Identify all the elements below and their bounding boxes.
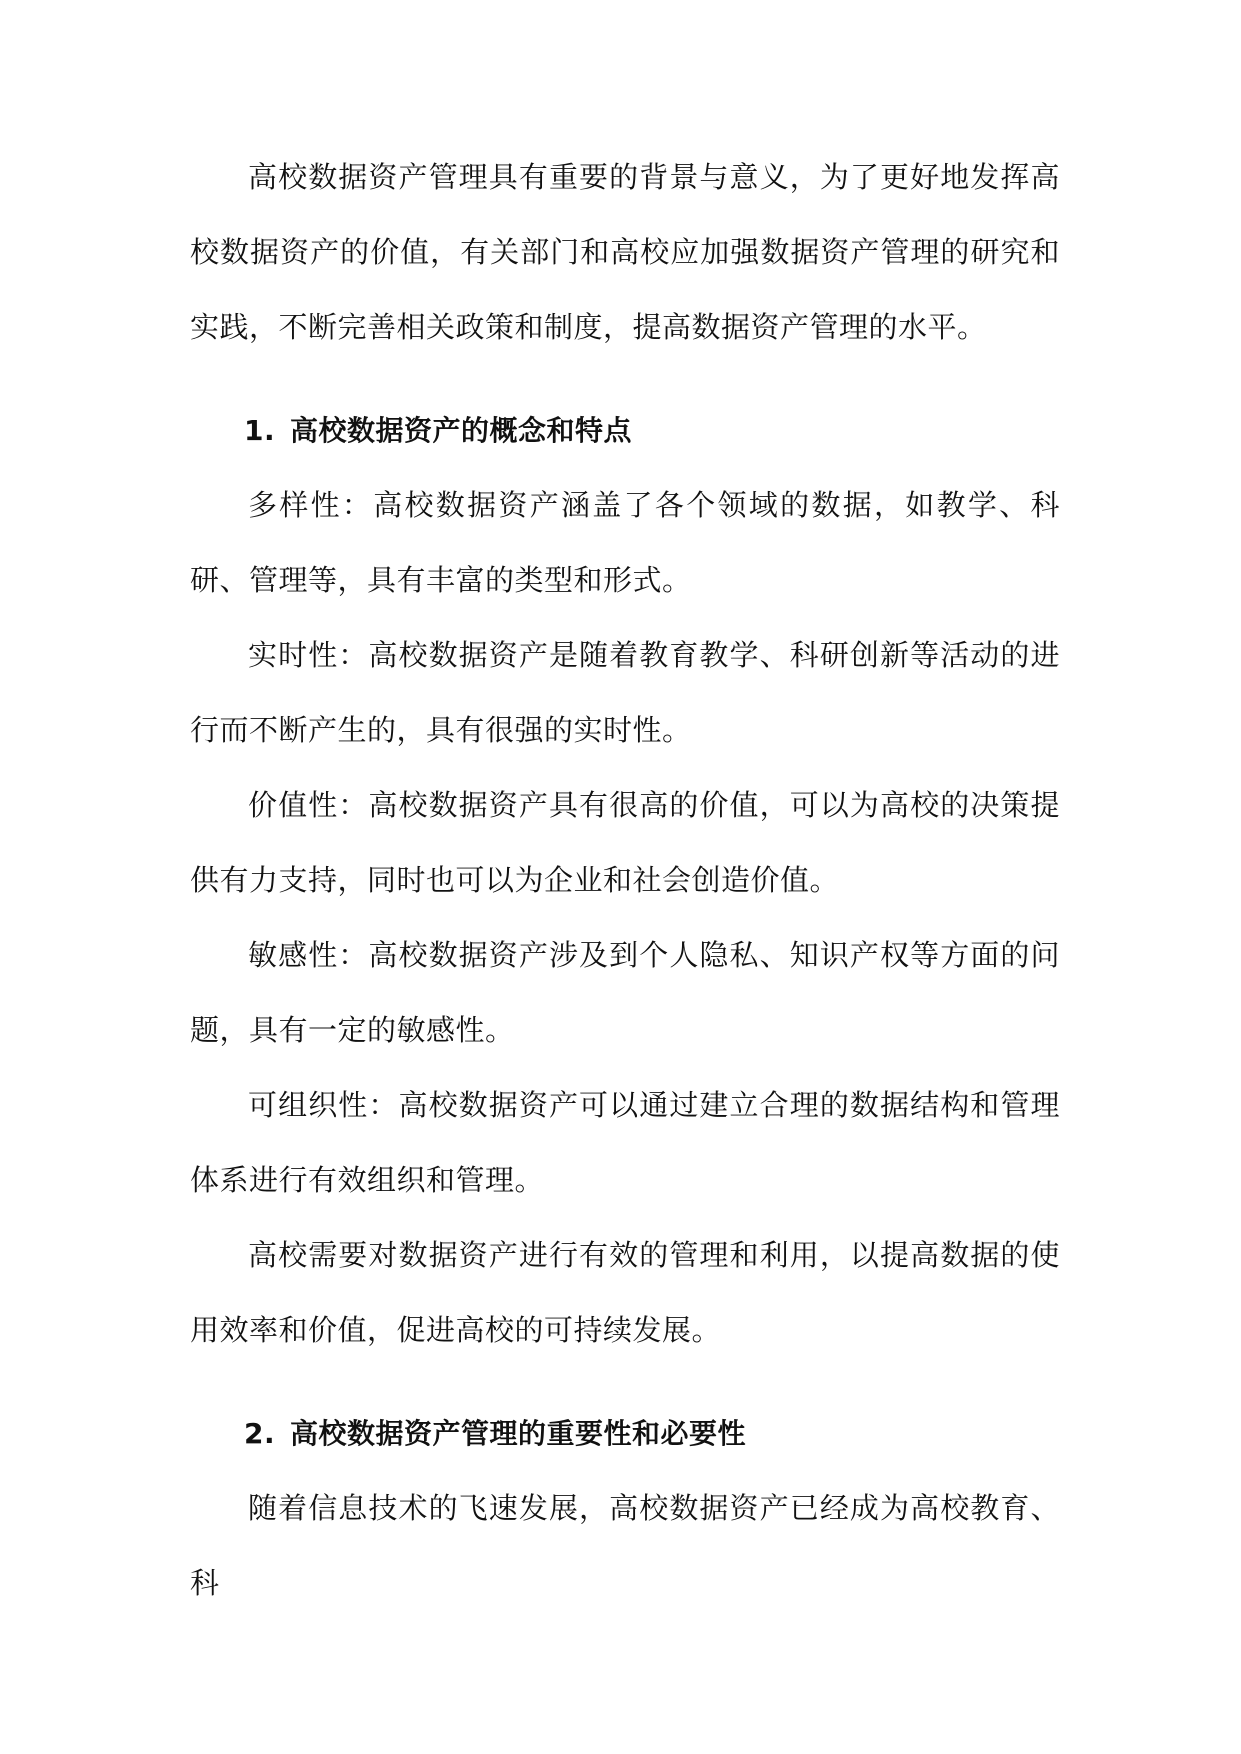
section-1-paragraph-summary: 高校需要对数据资产进行有效的管理和利用，以提高数据的使用效率和价值，促进高校的可持续发展。 <box>190 1238 1060 1347</box>
intro-paragraph: 高校数据资产管理具有重要的背景与意义，为了更好地发挥高校数据资产的价值，有关部门和高校应加强数据资产管理的研究和实践，不断完善相关政策和制度，提高数据资产管理的水平。 <box>190 160 1060 344</box>
section-2-paragraph-1: 随着信息技术的飞速发展，高校数据资产已经成为高校教育、科 <box>190 1491 1060 1600</box>
section-1-paragraph-realtime: 实时性：高校数据资产是随着教育教学、科研创新等活动的进行而不断产生的，具有很强的实时性。 <box>190 638 1060 747</box>
section-1-heading <box>190 393 1060 468</box>
section-1-paragraph-organizability: 可组织性：高校数据资产可以通过建立合理的数据结构和管理体系进行有效组织和管理。 <box>190 1088 1060 1197</box>
section-2-heading <box>190 1396 1060 1471</box>
section-1-paragraph-sensitivity: 敏感性：高校数据资产涉及到个人隐私、知识产权等方面的问题，具有一定的敏感性。 <box>190 938 1060 1047</box>
document-body <box>190 140 1060 1621</box>
spacer <box>190 1368 1060 1396</box>
section-1-paragraph-value: 价值性：高校数据资产具有很高的价值，可以为高校的决策提供有力支持，同时也可以为企业和社会创造价值。 <box>190 788 1060 897</box>
spacer <box>190 365 1060 393</box>
section-1-paragraph-diversity: 多样性：高校数据资产涵盖了各个领域的数据，如教学、科研、管理等，具有丰富的类型和形式。 <box>190 488 1060 597</box>
section-1-number: 1. <box>244 414 276 447</box>
section-2-title: 高校数据资产管理的重要性和必要性 <box>290 1417 747 1450</box>
section-2-number: 2. <box>244 1417 276 1450</box>
section-1-title: 高校数据资产的概念和特点 <box>290 414 633 447</box>
